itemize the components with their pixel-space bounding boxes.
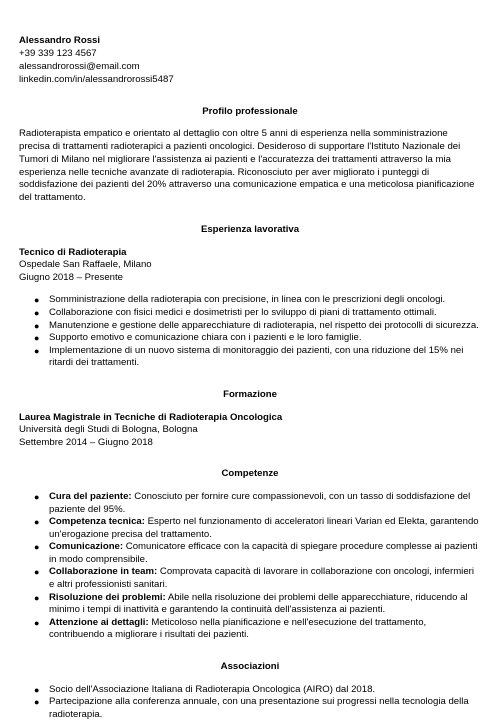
list-item: ● Risoluzione dei problemi: Abile nella risoluzione dei problemi delle apparecchiature, riducendo al minimo i tempi di inattività e garantendo la continuità dell'assistenza ai pazienti. <box>34 591 468 616</box>
skill-label: Attenzione ai dettagli: <box>49 616 149 628</box>
list-item: ● Attenzione ai dettagli: Meticoloso nella pianificazione e nell'esecuzione del trattamento, contribuendo a migliorare i risultati dei pazienti. <box>34 616 427 641</box>
list-item: ● Collaborazione in team: Comprovata capacità di lavorare in collaborazione con oncologi, infermieri e altri professionisti sanitari. <box>34 566 474 591</box>
experience-heading: Esperienza lavorativa <box>200 224 300 235</box>
bullet-icon: ● <box>34 491 40 502</box>
education-heading: Formazione <box>223 388 277 400</box>
phone-number: +39 339 123 4567 <box>19 47 97 59</box>
school-name: Università degli Studi di Bologna, Bologna <box>19 424 198 436</box>
skill-label: Risoluzione dei problemi: <box>49 591 166 603</box>
bullet-icon: ● <box>34 617 40 628</box>
bullet-icon: ● <box>34 333 40 344</box>
associations-heading: Associazioni <box>220 661 280 673</box>
list-item: ● Comunicazione: Comunicatore efficace con la capacità di spiegare procedure complesse ai pazienti in modo comprensibile. <box>34 541 478 565</box>
bullet-icon: ● <box>34 567 40 578</box>
list-item: ● Cura del paziente: Conosciuto per fornire cure compassionevoli, con un tasso di soddisfazione del paziente del 95%. <box>34 490 471 515</box>
bullet-icon: ● <box>34 345 40 356</box>
resume-page <box>19 35 481 721</box>
skill-label: Collaborazione in team: <box>49 566 158 578</box>
job-title: Tecnico di Radioterapia <box>19 246 127 258</box>
list-item: ● Manutenzione e gestione delle apparecchiature di radioterapia, nel rispetto dei protocolli di sicurezza. <box>34 319 479 331</box>
list-item: ● Socio dell'Associazione Italiana di Radioterapia Oncologica (AIRO) dal 2018. <box>34 683 376 695</box>
skills-heading: Competenze <box>221 468 279 480</box>
bullet-icon: ● <box>34 592 40 603</box>
job-dates: Giugno 2018 – Presente <box>19 271 124 283</box>
bullet-icon: ● <box>34 295 40 306</box>
email-address: alessandrorossi@email.com <box>19 60 140 72</box>
skill-label: Cura del paziente: <box>49 490 132 502</box>
bullet-icon: ● <box>34 517 40 528</box>
associations-list <box>19 684 481 721</box>
list-item: ● Partecipazione alla conferenza annuale, con una presentazione sui progressi nella tecnologia della radioterapia. <box>34 696 469 720</box>
bullet-icon: ● <box>34 320 40 331</box>
list-item: ● Implementazione di un nuovo sistema di monitoraggio dei pazienti, con una riduzione del 15% nei ritardi dei trattamenti. <box>34 344 464 369</box>
bullet-icon: ● <box>34 542 40 553</box>
list-item: ● Supporto emotivo e comunicazione chiara con i pazienti e le loro famiglie. <box>34 332 362 344</box>
list-item: ● Collaborazione con fisici medici e dosimetristi per lo sviluppo di piani di trattamento ottimali. <box>34 306 437 318</box>
linkedin-url: linkedin.com/in/alessandrorossi5487 <box>19 73 174 85</box>
list-item: ● Somministrazione della radioterapia con precisione, in linea con le prescrizioni degli oncologi. <box>34 294 446 306</box>
bullet-icon: ● <box>34 307 40 318</box>
profile-summary: Radioterapista empatico e orientato al dettaglio con oltre 5 anni di esperienza nella somministrazione precisa di trattamenti radioterapici a pazienti oncologici. Desideroso di supportare l'Istituto Nazionale dei Tumori di Milano nel migliorare l'assistenza ai pazienti e l'accuratezza dei trattamenti attraverso la mia esperienza nelle tecniche avanzate di radioterapia. Riconosciuto per aver migliorato i punteggi di soddisfazione dei pazienti del 20% attraverso una comunicazione empatica e una meticolosa pianificazione del trattamento. <box>19 128 475 204</box>
contact-block <box>19 35 481 87</box>
bullet-icon: ● <box>34 684 40 695</box>
employer: Ospedale San Raffaele, Milano <box>19 259 152 271</box>
skill-label: Comunicazione: <box>49 541 124 553</box>
candidate-name: Alessandro Rossi <box>19 35 101 46</box>
profile-heading: Profilo professionale <box>202 105 298 117</box>
education-dates: Settembre 2014 – Giugno 2018 <box>19 436 153 448</box>
bullet-icon: ● <box>34 697 40 708</box>
degree-title: Laurea Magistrale in Tecniche di Radioterapia Oncologica <box>19 411 283 423</box>
skill-label: Competenza tecnica: <box>49 516 145 528</box>
list-item: ● Competenza tecnica: Esperto nel funzionamento di acceleratori lineari Varian ed Elekta, garantendo un'erogazione precisa del trattamento. <box>34 516 479 540</box>
skills-list <box>19 491 481 642</box>
experience-list <box>19 294 481 370</box>
